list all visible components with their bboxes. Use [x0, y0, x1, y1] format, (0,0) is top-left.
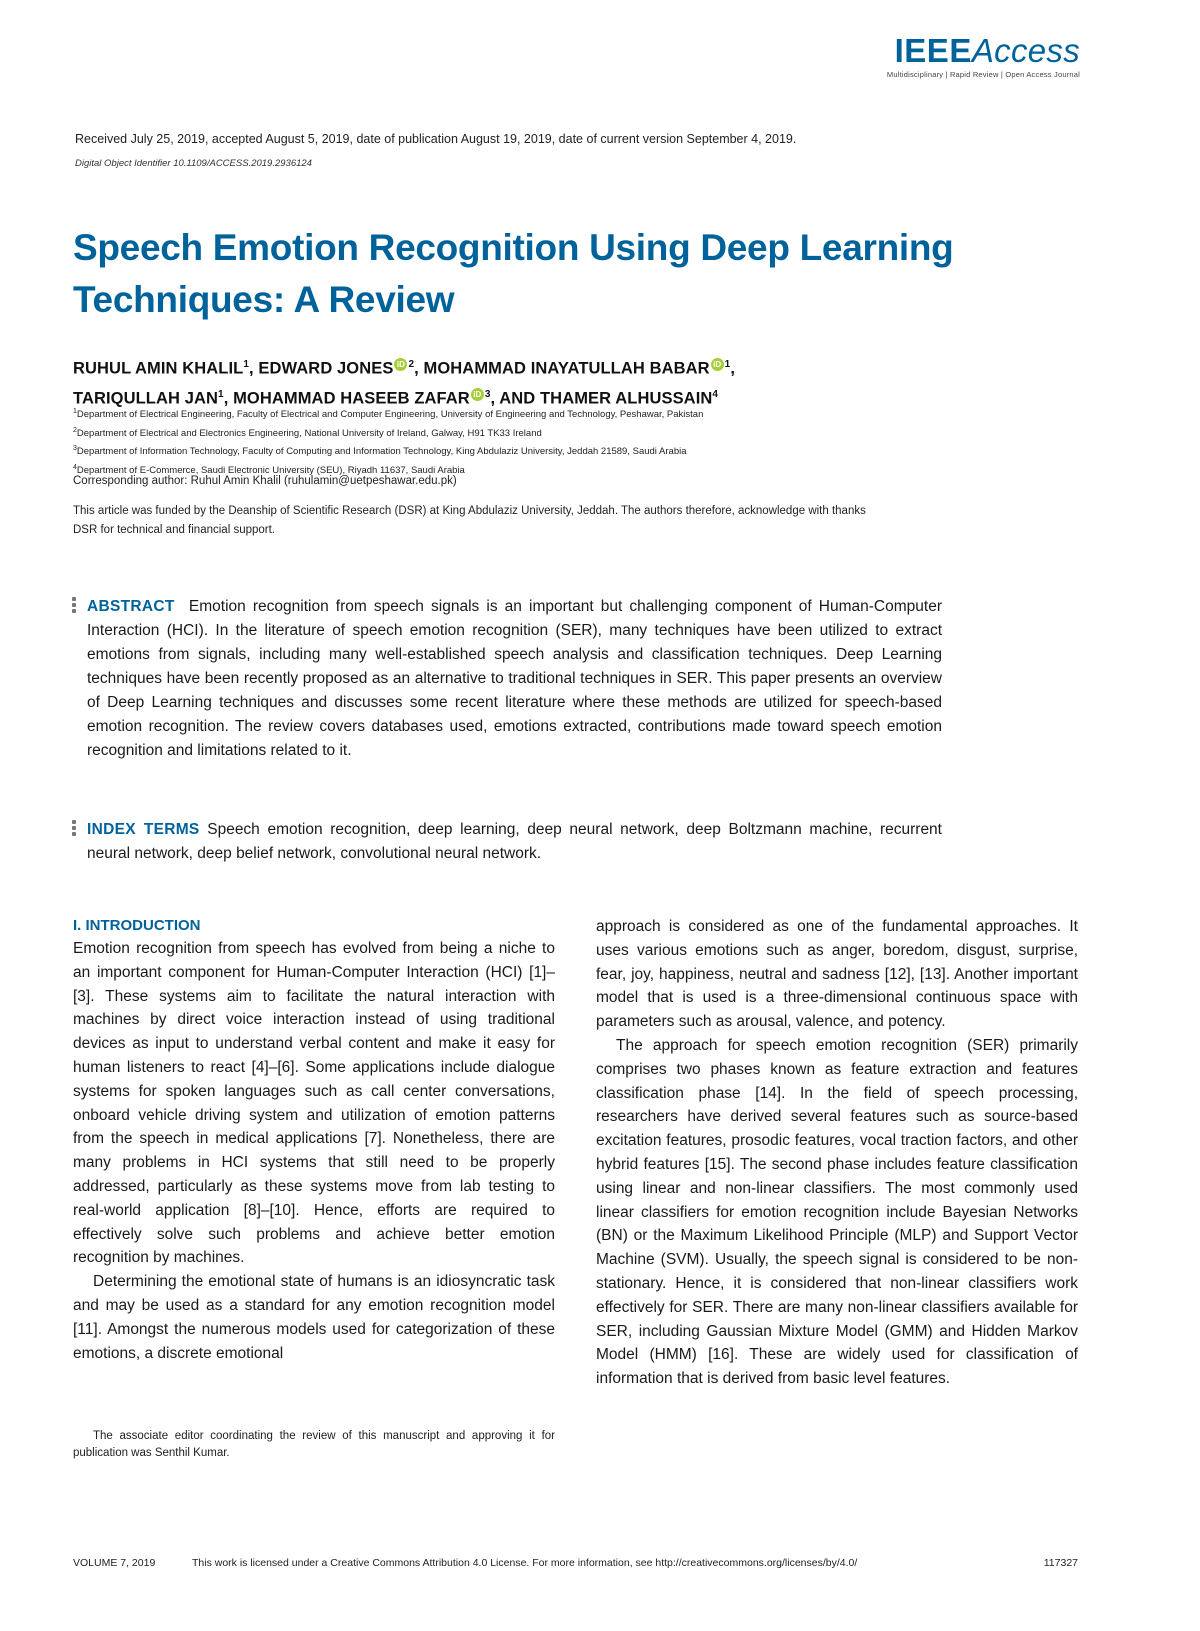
affiliation-marker: 2 — [408, 359, 415, 370]
page-number: 117327 — [1043, 1557, 1078, 1569]
author-separator: , — [414, 359, 424, 378]
funding-statement: This article was funded by the Deanship of Scientific Research (DSR) at King Abdulaziz University, Jeddah. The authors therefore, acknowledge with thanks DSR for technical and financial support. — [73, 505, 866, 536]
journal-tagline: Multidisciplinary | Rapid Review | Open Access Journal — [886, 70, 1080, 79]
received-dates: Received July 25, 2019, accepted August 5, 2019, date of publication August 19, 2019, date of current version September 4, 2019. — [75, 132, 797, 146]
index-terms-label: INDEX TERMS — [87, 821, 200, 838]
affiliation-number: 1 — [73, 408, 77, 415]
orcid-icon[interactable]: iD — [394, 358, 407, 371]
affiliation-text: Department of Electrical Engineering, Faculty of Electrical and Computer Engineering, University of Engineering and Technology, Peshawar, Pakistan — [76, 409, 704, 421]
journal-logo-wordmark — [887, 34, 1080, 68]
journal-logo — [887, 34, 1080, 79]
author-separator: , — [730, 359, 736, 378]
orcid-icon[interactable]: iD — [711, 358, 724, 371]
body-paragraph: Determining the emotional state of humans is an idiosyncratic task and may be used as a standard for any emotion recognition model [11]. Amongst the numerous models used for categorization of these emotions, a discrete emotional — [73, 1273, 555, 1362]
index-terms-text: Speech emotion recognition, deep learning, deep neural network, deep Boltzmann machine, recurrent neural network, deep belief network, convolutional neural network. — [87, 821, 942, 862]
body-column-left — [73, 915, 555, 1365]
author-name: MOHAMMAD INAYATULLAH BABAR — [423, 359, 710, 378]
author-separator: , — [223, 389, 234, 407]
author-separator: , — [249, 359, 259, 378]
author-name: MOHAMMAD HASEEB ZAFAR — [233, 389, 470, 407]
section-heading: I. INTRODUCTION — [73, 917, 201, 934]
doi-line: Digital Object Identifier 10.1109/ACCESS.2019.2936124 — [75, 158, 312, 169]
affiliation-list — [73, 404, 973, 479]
affiliation-marker: 4 — [712, 388, 719, 400]
body-paragraph: Emotion recognition from speech has evolved from being a niche to an important component for Human-Computer Interaction (HCI) [1]–[3]. These systems aim to facilitate the natural interaction with machines by direct voice interaction instead of using traditional devices as input to understand verbal content and make it easy for human listeners to react [4]–[6]. Some applications include dialogue systems for spoken languages such as call center conversations, onboard vehicle driving system and utilization of emotion patterns from the speech in medical applications [7]. Nonetheless, there are many problems in HCI systems that still need to be properly addressed, particularly as these systems move from lab testing to real-world application [8]–[10]. Hence, efforts are required to effectively solve such problems and achieve better emotion recognition by machines. — [73, 940, 555, 1267]
logo-access-text: Access — [971, 32, 1080, 69]
affiliation-text: Department of Electrical and Electronics Engineering, National University of Ireland, Galway, H91 TK33 Ireland — [76, 427, 542, 439]
affiliation-number: 4 — [73, 463, 77, 471]
index-terms-block — [87, 818, 942, 866]
author-name: TARIQULLAH JAN — [73, 389, 219, 407]
index-terms-marker-icon — [72, 820, 77, 838]
logo-ieee-text: IEEE — [894, 32, 972, 69]
affiliation-number: 3 — [73, 445, 77, 453]
paper-title: Speech Emotion Recognition Using Deep Learning Techniques: A Review — [73, 227, 954, 320]
abstract-text: Emotion recognition from speech signals is an important but challenging component of Human-Computer Interaction (HCI). In the literature of speech emotion recognition (SER), many techniques have been utilized to extract emotions from signals, including many well-established speech analysis and classification techniques. Deep Learning techniques have been recently proposed as an alternative to traditional techniques in SER. This paper presents an overview of Deep Learning techniques and discusses some recent literature where these methods are utilized for speech-based emotion recognition. The review covers databases used, emotions extracted, contributions made toward speech emotion recognition and limitations related to it. — [87, 598, 942, 759]
affiliation-item — [73, 441, 973, 460]
author-name: AND THAMER ALHUSSAIN — [499, 389, 713, 407]
abstract-label: ABSTRACT — [87, 598, 175, 615]
affiliation-item — [73, 404, 973, 423]
abstract-block — [87, 595, 942, 763]
author-name: RUHUL AMIN KHALIL — [73, 359, 244, 378]
author-list — [73, 352, 893, 411]
author-name: EDWARD JONES — [258, 359, 394, 378]
body-paragraph: approach is considered as one of the fundamental approaches. It uses various emotions such as anger, boredom, disgust, surprise, fear, joy, happiness, neutral and sadness [12], [13]. Another important model that is used is a three-dimensional continuous space with parameters such as arousal, valence, and potency. — [596, 918, 1078, 1031]
body-column-right — [596, 915, 1078, 1391]
author-separator: , — [490, 389, 500, 407]
affiliation-item — [73, 423, 973, 442]
affiliation-marker: 3 — [484, 388, 491, 400]
affiliation-text: Department of Information Technology, Faculty of Computing and Information Technology, King Abdulaziz University, Jeddah 21589, Saudi Arabia — [76, 446, 687, 458]
footer-license: This work is licensed under a Creative Commons Attribution 4.0 License. For more information, see http://creativecommons.org/licenses/by/4.0/ — [192, 1557, 858, 1569]
body-paragraph: The approach for speech emotion recognition (SER) primarily comprises two phases known as feature extraction and features classification phase [14]. In the field of speech processing, researchers have derived several features such as source-based excitation features, prosodic features, vocal traction factors, and other hybrid features [15]. The second phase includes feature classification using linear and non-linear classifiers. The most commonly used linear classifiers for emotion recognition include Bayesian Networks (BN) or the Maximum Likelihood Principle (MLP) and Support Vector Machine (SVM). Usually, the speech signal is considered to be non-stationary. Hence, it is considered that non-linear classifiers work effectively for SER. There are many non-linear classifiers available for SER, including Gaussian Mixture Model (GMM) and Hidden Markov Model (HMM) [16]. These are widely used for classification of information that is derived from basic level features. — [596, 1036, 1078, 1388]
footer-volume: VOLUME 7, 2019 — [73, 1557, 156, 1569]
corresponding-author: Corresponding author: Ruhul Amin Khalil (ruhulamin@uetpeshawar.edu.pk) — [73, 475, 457, 487]
editor-footnote: The associate editor coordinating the review of this manuscript and approving it for publication was Senthil Kumar. — [73, 1430, 555, 1459]
affiliation-number: 2 — [73, 426, 77, 434]
affiliation-marker: 1 — [724, 359, 731, 370]
affiliation-marker: 1 — [243, 359, 250, 370]
orcid-icon[interactable]: iD — [471, 388, 484, 401]
affiliation-text: Department of E-Commerce, Saudi Electronic University (SEU), Riyadh 11637, Saudi Arabia — [76, 465, 465, 477]
abstract-marker-icon — [72, 597, 77, 615]
affiliation-marker: 1 — [218, 388, 224, 400]
